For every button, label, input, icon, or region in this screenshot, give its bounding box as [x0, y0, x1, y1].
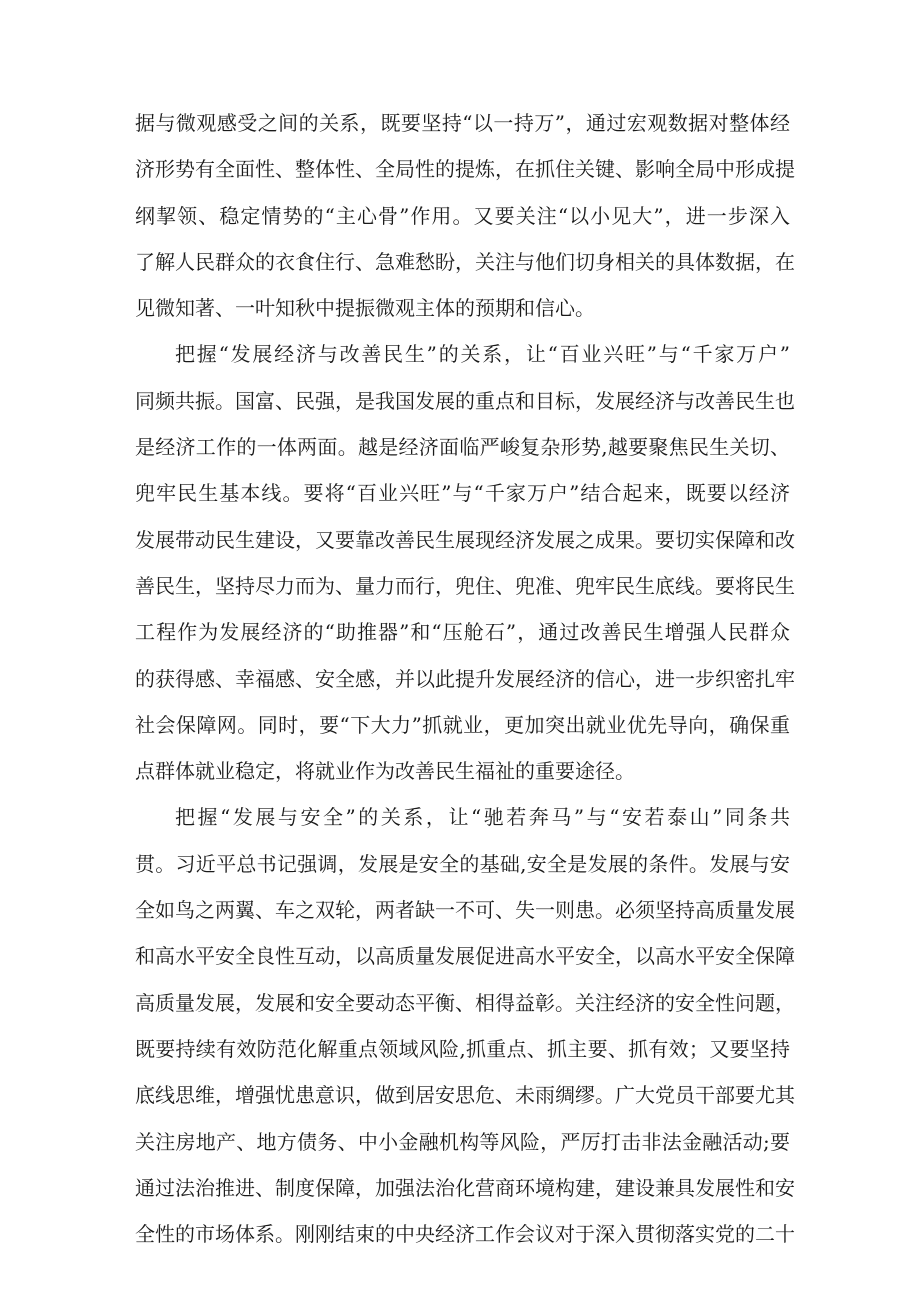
text-line: 关注房地产、地方债务、中小金融机构等风险，严厉打击非法金融活动;要: [135, 1129, 790, 1154]
text-line: 是经济工作的一体两面。越是经济面临严峻复杂形势,越要聚焦民生关切、: [135, 435, 790, 460]
text-line: 见微知著、一叶知秋中提振微观主体的预期和信心。: [135, 296, 595, 321]
text-line: 据与微观感受之间的关系，既要坚持“以一持万”，通过宏观数据对整体经: [135, 111, 790, 135]
text-line: 善民生，坚持尽力而为、量力而行，兜住、兜准、兜牢民生底线。要将民生: [135, 573, 795, 598]
paragraph: [135, 331, 795, 794]
text-line: 全性的市场体系。刚刚结束的中央经济工作会议对于深入贯彻落实党的二十: [135, 1222, 795, 1247]
text-line: 纲挈领、稳定情势的“主心骨”作用。又要关注“以小见大”，进一步深入: [135, 203, 790, 228]
text-line: 点群体就业稳定，将就业作为改善民生福祉的重要途径。: [135, 759, 635, 784]
text-line: 了解人民群众的衣食住行、急难愁盼，关注与他们切身相关的具体数据，在: [135, 249, 795, 274]
text-line: 工程作为发展经济的“助推器”和“压舱石”，通过改善民生增强人民群众: [135, 620, 790, 645]
text-line: 同频共振。国富、民强，是我国发展的重点和目标，发展经济与改善民生也: [135, 388, 795, 413]
text-line: 的获得感、幸福感、安全感，并以此提升发展经济的信心，进一步织密扎牢: [135, 666, 795, 691]
text-line: 兜牢民生基本线。要将“百业兴旺”与“千家万户”结合起来，既要以经济: [135, 481, 790, 506]
text-line: 发展带动民生建设，又要靠改善民生展现经济发展之成果。要切实保障和改: [135, 527, 795, 552]
text-line: 高质量发展，发展和安全要动态平衡、相得益彰。关注经济的安全性问题，: [135, 990, 795, 1015]
text-line: 贯。习近平总书记强调，发展是安全的基础,安全是发展的条件。发展与安: [135, 851, 790, 876]
text-line: 和高水平安全良性互动，以高质量发展促进高水平安全，以高水平安全保障: [135, 944, 795, 969]
paragraph: [135, 794, 795, 1257]
document-body: [135, 100, 795, 1257]
text-line: 社会保障网。同时，要“下大力”抓就业，更加突出就业优先导向，确保重: [135, 712, 790, 737]
text-line: 把握“发展与安全”的关系，让“驰若奔马”与“安若泰山”同条共: [175, 805, 790, 830]
text-line: 济形势有全面性、整体性、全局性的提炼，在抓住关键、影响全局中形成提: [135, 157, 795, 182]
text-line: 既要持续有效防范化解重点领域风险,抓重点、抓主要、抓有效；又要坚持: [135, 1036, 790, 1061]
text-line: 把握“发展经济与改善民生”的关系，让“百业兴旺”与“千家万户”: [175, 342, 790, 367]
text-line: 通过法治推进、制度保障，加强法治化营商环境构建，建设兼具发展性和安: [135, 1175, 795, 1200]
text-line: 全如鸟之两翼、车之双轮，两者缺一不可、失一则患。必须坚持高质量发展: [135, 898, 795, 923]
text-line: 底线思维，增强忧患意识，做到居安思危、未雨绸缪。广大党员干部要尤其: [135, 1083, 795, 1108]
paragraph: [135, 100, 795, 331]
